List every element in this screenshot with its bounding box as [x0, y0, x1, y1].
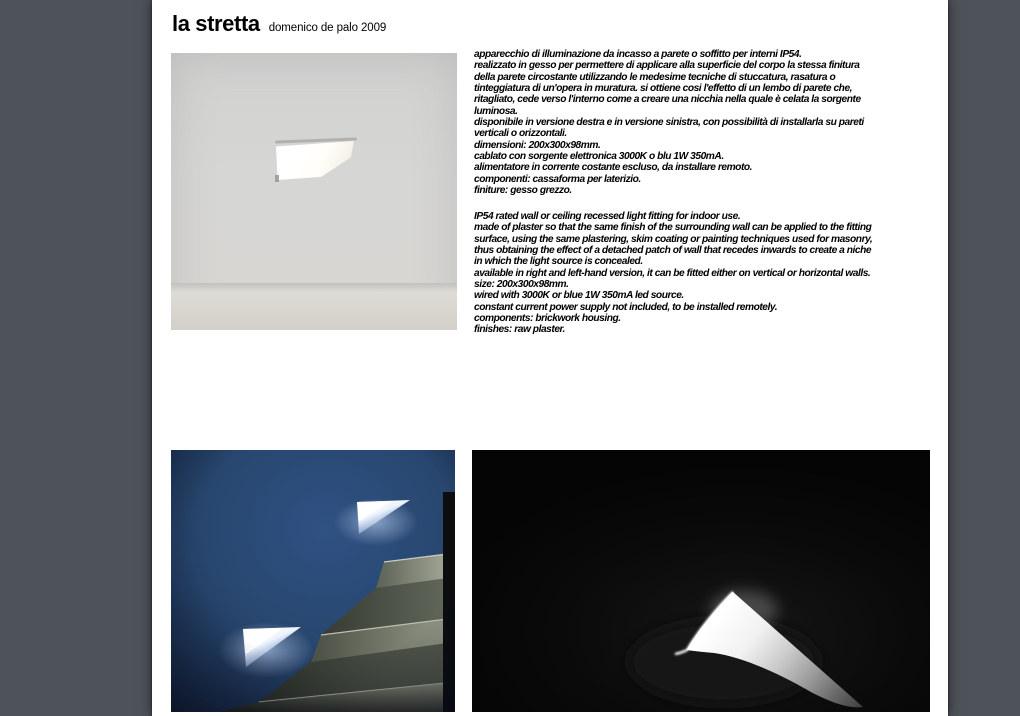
- product-photo: [171, 53, 457, 330]
- recessed-light-glow: [276, 141, 354, 180]
- detail-photo-cone: [472, 450, 930, 712]
- text-line: available in right and left-hand version, it can be fitted either on vertical or horizontal walls.: [474, 267, 871, 279]
- text-line: made of plaster so that the same finish of the surrounding wall can be applied to the fitting: [474, 222, 872, 234]
- text-line: realizzato in gesso per permettere di applicare alla superficie del corpo la stessa finitura: [474, 60, 860, 72]
- text-line: components: brickwork housing.: [474, 313, 621, 325]
- text-line: tinteggiatura di un'opera in muratura. si ottiene cosi l'effetto di un lembo di parete che,: [474, 83, 853, 95]
- installation-photo-stairs: [171, 450, 455, 712]
- text-line: size: 200x300x98mm.: [474, 279, 569, 291]
- text-line: finiture: gesso grezzo.: [474, 185, 572, 197]
- text-line: apparecchio di illuminazione da incasso a parete o soffitto per interni IP54.: [474, 49, 802, 60]
- text-line: luminosa.: [474, 105, 518, 117]
- cone-photo-art: [472, 450, 930, 712]
- text-line: della parete circostante utilizzando le medesime tecniche di stuccatura, rasatura o: [474, 71, 836, 83]
- text-line: in which the light source is concealed.: [474, 256, 643, 268]
- description-english: [474, 211, 872, 336]
- product-designer: domenico de palo 2009: [268, 22, 387, 34]
- text-line: componenti: cassaforma per laterizio.: [474, 173, 641, 185]
- text-line: disponibile in versione destra e in versione sinistra, con possibilità di installarla su pareti: [474, 117, 864, 129]
- text-line: dimensioni: 200x300x98mm.: [474, 139, 601, 151]
- text-line: verticali o orizzontali.: [474, 128, 567, 140]
- text-line: cablato con sorgente elettronica 3000K o blu 1W 350mA.: [474, 151, 724, 163]
- catalog-page: [152, 0, 948, 716]
- text-line: thus obtaining the effect of a detached patch of wall that recedes inwards to create a niche: [474, 245, 872, 257]
- text-line: ritagliato, cede verso l'interno come a creare una nicchia nella quale è celata la sorgente: [474, 94, 861, 106]
- product-title: la stretta: [172, 11, 260, 36]
- text-line: wired with 3000K or blue 1W 350mA led source.: [474, 290, 684, 302]
- text-line: IP54 rated wall or ceiling recessed light fitting for indoor use.: [474, 211, 741, 222]
- description-italian: [474, 49, 864, 196]
- recess-corner-shadow: [275, 175, 279, 182]
- text-line: alimentatore in corrente costante escluso, da installare remoto.: [474, 162, 753, 174]
- stairs-photo-art: [171, 450, 455, 712]
- page-header: [172, 11, 386, 37]
- text-line: finishes: raw plaster.: [474, 324, 565, 336]
- text-line: surface, using the same plastering, skim coating or painting techniques used for masonry,: [474, 233, 873, 245]
- photo-floor: [171, 283, 457, 330]
- text-line: constant current power supply not included, to be installed remotely.: [474, 301, 778, 313]
